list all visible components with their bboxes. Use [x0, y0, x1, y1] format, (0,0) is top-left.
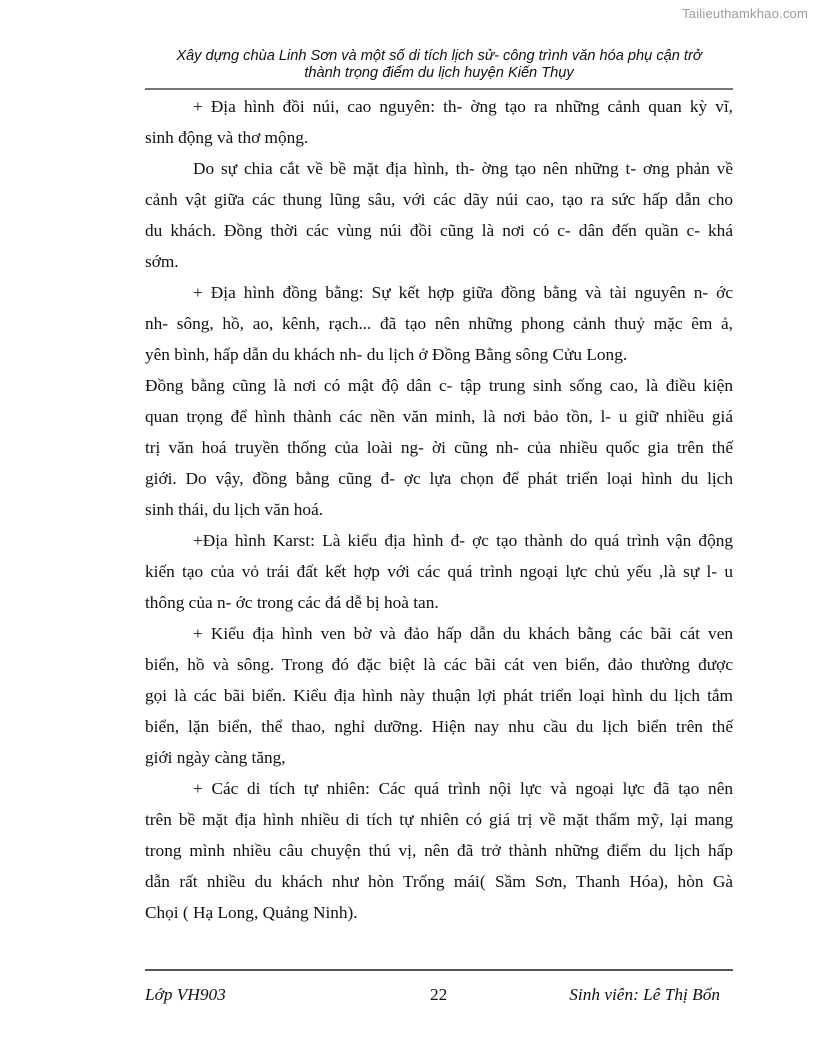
footer-class: Lớp VH903 [145, 985, 226, 1004]
text-line: Do sự chia cắt về bề mặt địa hình, th- ờng tạo nên những t- ơng phản về [193, 159, 733, 178]
text-line: trong mình nhiều câu chuyện thú vị, nên đã trở thành những điểm du lịch hấp [145, 841, 733, 860]
text-line: yên bình, hấp dẫn du khách nh- du lịch ở Đồng Bằng sông Cửu Long. [145, 345, 628, 364]
text-line: du khách. Đồng thời các vùng núi đồi cũng là nơi có c- dân đến quần c- khá [145, 221, 733, 240]
header-rule [145, 88, 733, 90]
text-line: Chọi ( Hạ Long, Quảng Ninh). [145, 903, 358, 922]
text-line: nh- sông, hồ, ao, kênh, rạch... đã tạo nên những phong cảnh thuỷ mặc êm ả, [145, 314, 733, 333]
text-line: thông của n- ớc trong các đá dễ bị hoà tan. [145, 593, 439, 612]
running-header [145, 48, 733, 82]
footer-student: Sinh viên: Lê Thị Bổn [569, 985, 720, 1004]
text-line: sinh động và thơ mộng. [145, 128, 309, 147]
footer-rule [145, 969, 733, 971]
paragraph [145, 91, 733, 153]
text-line: biển, lặn biển, thể thao, nghỉ dưỡng. Hiện nay nhu cầu du lịch biển trên thế [145, 717, 733, 736]
text-line: +Địa hình Karst: Là kiểu địa hình đ- ợc tạo thành do quá trình vận động [193, 531, 733, 550]
document-body [145, 91, 733, 928]
text-line: biển, hồ và sông. Trong đó đặc biệt là các bãi cát ven biển, đảo thường được [145, 655, 733, 674]
text-line: giới. Do vậy, đồng bằng cũng đ- ợc lựa chọn để phát triển loại hình du lịch [145, 469, 733, 488]
text-line: dẫn rất nhiều du khách như hòn Trống mái( Sầm Sơn, Thanh Hóa), hòn Gà [145, 872, 733, 891]
text-line: kiến tạo của vỏ trái đất kết hợp với các quá trình ngoại lực chủ yếu ,là sự l- u [145, 562, 733, 581]
paragraph [145, 153, 733, 277]
text-line: sinh thái, du lịch văn hoá. [145, 500, 324, 519]
header-line-1: Xây dựng chùa Linh Sơn và một số di tích lịch sử- công trình văn hóa phụ cận trở [176, 48, 702, 64]
text-line: giới ngày càng tăng, [145, 748, 286, 767]
text-line: gọi là các bãi biển. Kiểu địa hình này thuận lợi phát triển loại hình du lịch tắm [145, 686, 733, 705]
page-number: 22 [430, 985, 448, 1004]
text-line: Đồng bằng cũng là nơi có mật độ dân c- tập trung sinh sống cao, là điều kiện [145, 376, 733, 395]
text-line: trên bề mặt địa hình nhiều di tích tự nhiên có giá trị về mặt thẩm mỹ, lại mang [145, 810, 733, 829]
paragraph [145, 618, 733, 773]
text-line: + Kiểu địa hình ven bờ và đảo hấp dẫn du khách bằng các bãi cát ven [193, 624, 733, 643]
watermark: Tailieuthamkhao.com [682, 6, 808, 21]
paragraph [145, 773, 733, 928]
text-line: + Các di tích tự nhiên: Các quá trình nội lực và ngoại lực đã tạo nên [193, 779, 733, 798]
header-line-2: thành trọng điểm du lịch huyện Kiến Thụy [304, 65, 574, 81]
paragraph [145, 525, 733, 618]
text-line: + Địa hình đồi núi, cao nguyên: th- ờng tạo ra những cảnh quan kỳ vĩ, [193, 97, 733, 116]
paragraph [145, 277, 733, 370]
text-line: trị văn hoá truyền thống của loài ng- ời cũng nh- của nhiều quốc gia trên thế [145, 438, 733, 457]
paragraph [145, 370, 733, 525]
text-line: sớm. [145, 252, 179, 271]
text-line: quan trọng để hình thành các nền văn minh, là nơi bảo tồn, l- u giữ nhiều giá [145, 407, 733, 426]
text-line: + Địa hình đồng bằng: Sự kết hợp giữa đồng bằng và tài nguyên n- ớc [193, 283, 733, 302]
text-line: cảnh vật giữa các thung lũng sâu, với các dãy núi cao, tạo ra sức hấp dẫn cho [145, 190, 733, 209]
footer [145, 985, 733, 1009]
